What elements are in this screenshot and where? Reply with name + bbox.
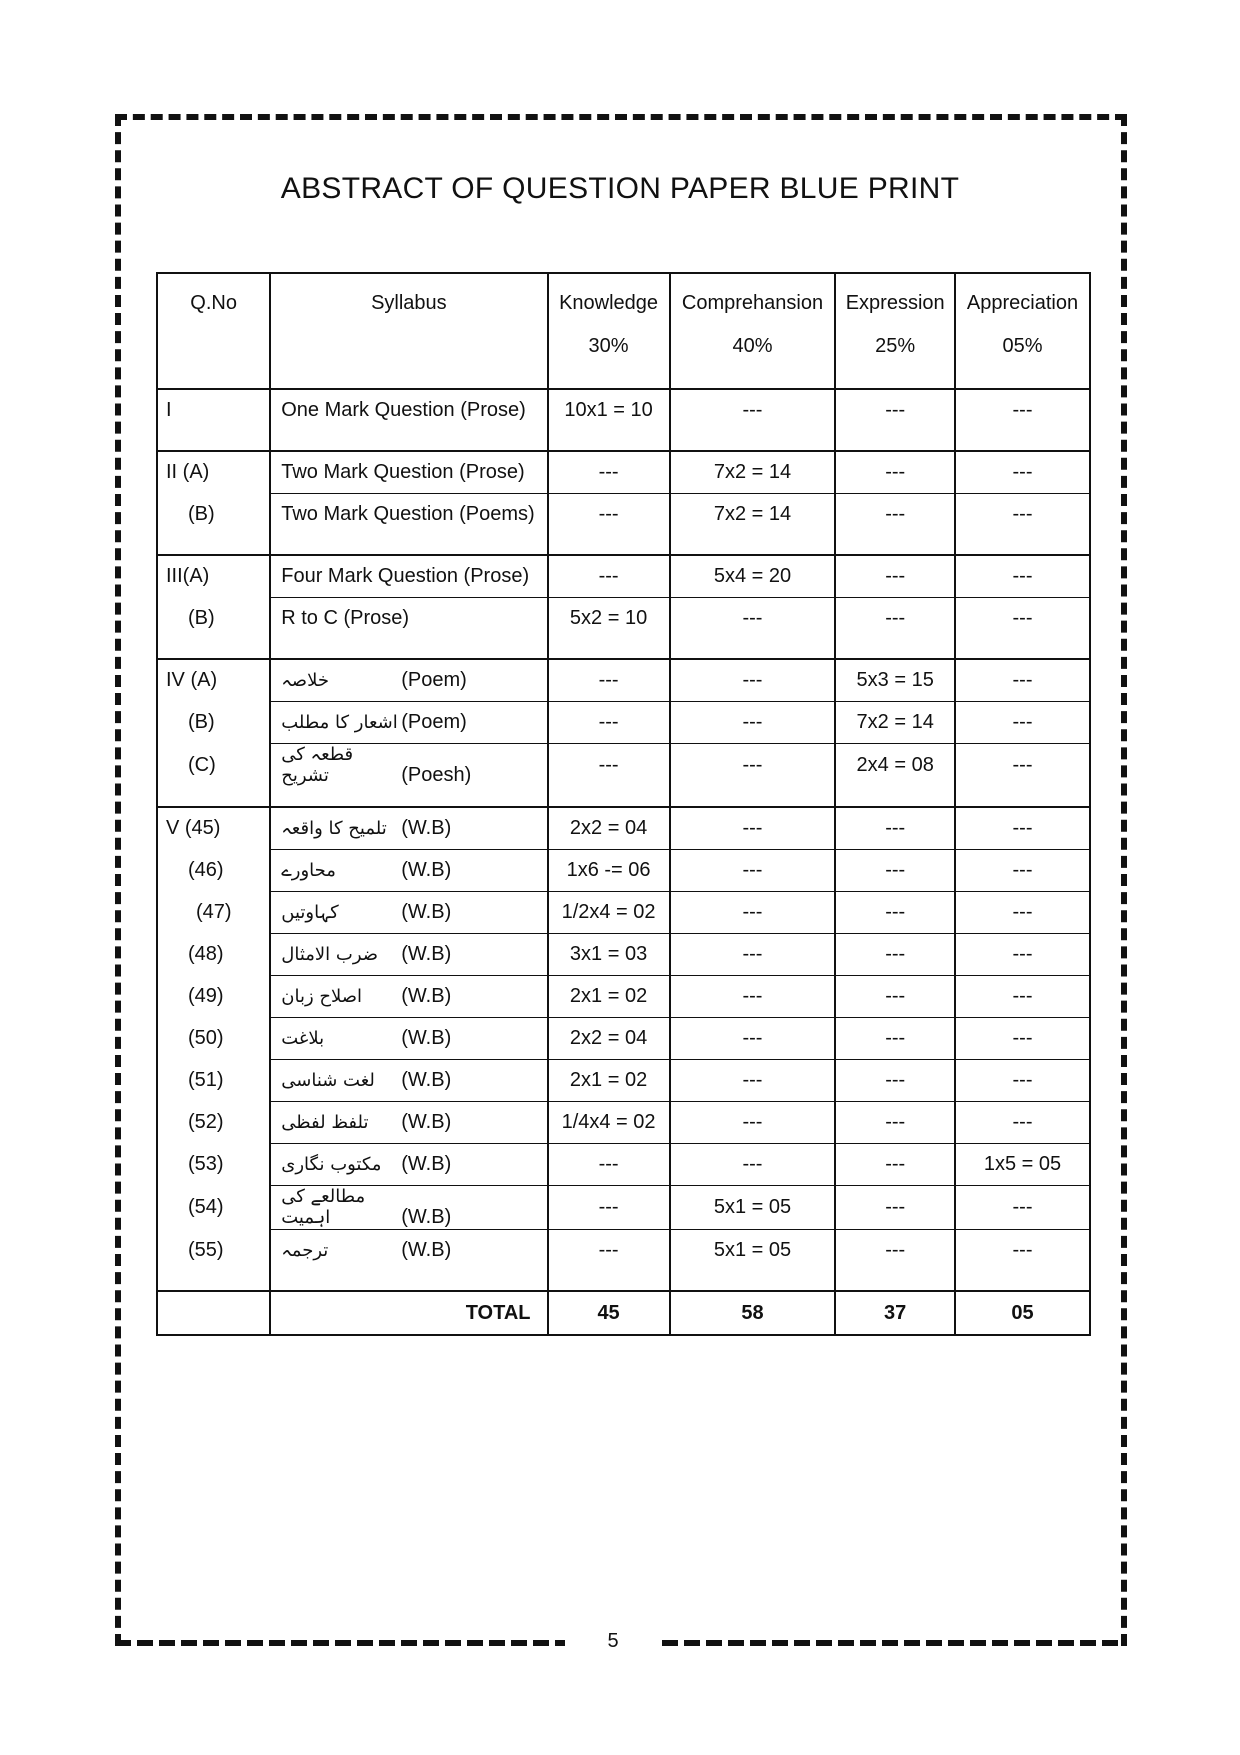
header-comprehension: Comprehansion 40% [670,273,836,389]
page-number: 5 [607,1630,619,1652]
table-row: (50) بلاغت (W.B) 2x2 = 04 --- --- --- [157,1018,1090,1060]
dashed-border-bottom-right [662,1640,1127,1646]
table-row: (47) کہاوتیں (W.B) 1/2x4 = 02 --- --- --- [157,892,1090,934]
total-knowledge: 45 [548,1291,670,1335]
table-row: I One Mark Question (Prose) 10x1 = 10 --- --- --- [157,389,1090,431]
table-row: (B) R to C (Prose) 5x2 = 10 --- --- --- [157,598,1090,640]
total-appreciation: 05 [955,1291,1090,1335]
table-row: (54) مطالعے کی اہمیت (W.B) --- 5x1 = 05 --- --- [157,1186,1090,1230]
table-row: (48) ضرب الامثال (W.B) 3x1 = 03 --- --- --- [157,934,1090,976]
table-row: (51) لغت شناسی (W.B) 2x1 = 02 --- --- --- [157,1060,1090,1102]
header-appreciation: Appreciation 05% [955,273,1090,389]
total-label: TOTAL [270,1291,547,1335]
total-row [157,1291,1090,1335]
table-row: (53) مکتوب نگاری (W.B) --- --- --- 1x5 = 05 [157,1144,1090,1186]
table-row: (C) قطعہ کی تشریح (Poesh) --- --- 2x4 = 08 --- [157,744,1090,788]
table-header-row [157,273,1090,389]
total-expression: 37 [835,1291,955,1335]
page-title: ABSTRACT OF QUESTION PAPER BLUE PRINT [280,172,960,205]
blueprint-table [156,272,1091,1336]
header-syllabus: Syllabus [270,273,547,389]
table-row: (49) اصلاح زبان (W.B) 2x1 = 02 --- --- --- [157,976,1090,1018]
total-comprehension: 58 [670,1291,836,1335]
header-qno: Q.No [157,273,270,389]
table-row: (52) تلفظ لفظی (W.B) 1/4x4 = 02 --- --- --- [157,1102,1090,1144]
dashed-border-bottom-left [115,1640,565,1646]
table-row: (55) ترجمہ (W.B) --- 5x1 = 05 --- --- [157,1230,1090,1272]
table-row: V (45) تلمیح کا واقعہ (W.B) 2x2 = 04 --- --- --- [157,807,1090,850]
table-row: (B) Two Mark Question (Poems) --- 7x2 = 14 --- --- [157,494,1090,536]
header-knowledge: Knowledge 30% [548,273,670,389]
header-expression: Expression 25% [835,273,955,389]
table-row: (B) اشعار کا مطلب (Poem) --- --- 7x2 = 14 --- [157,702,1090,744]
table-row: III(A) Four Mark Question (Prose) --- 5x4 = 20 --- --- [157,555,1090,598]
table-row: (46) محاورے (W.B) 1x6 -= 06 --- --- --- [157,850,1090,892]
table-row: IV (A) خلاصہ (Poem) --- --- 5x3 = 15 --- [157,659,1090,702]
table-row: II (A) Two Mark Question (Prose) --- 7x2 = 14 --- --- [157,451,1090,494]
